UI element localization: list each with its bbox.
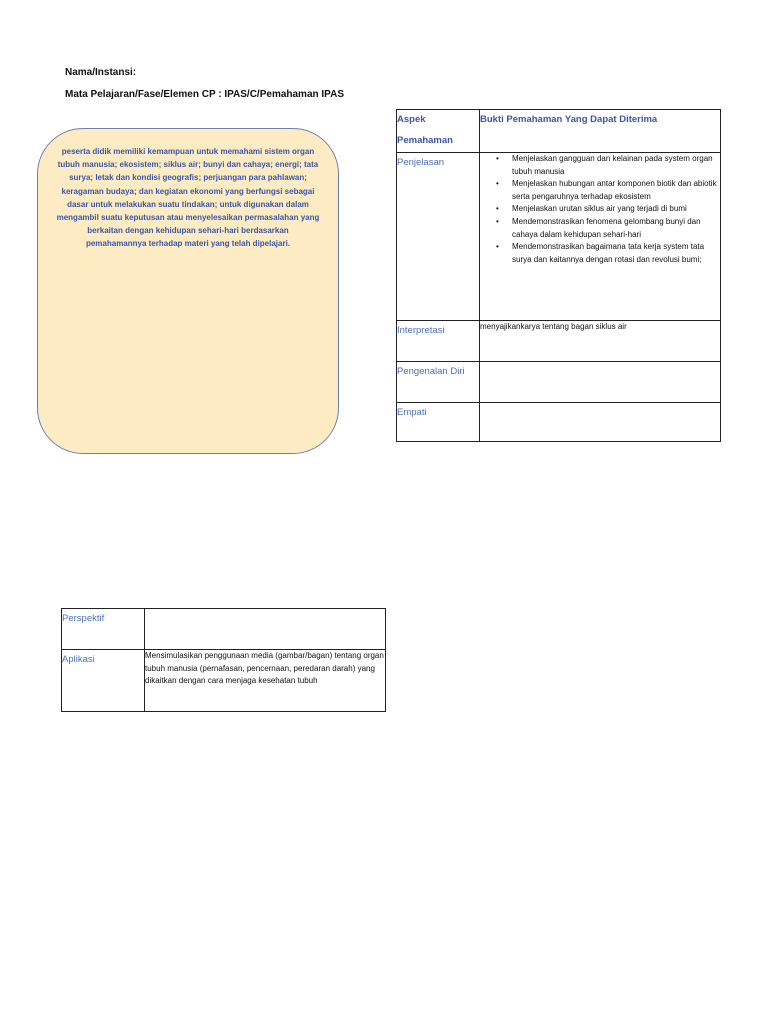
aspek-pemahaman-table [396,109,721,442]
list-item: • Mendemonstrasikan fenomena gelombang bunyi dan cahaya dalam kehidupan sehari-hari [496,216,701,239]
pengenalan-diri-content [480,362,721,403]
nama-instansi-label: Nama/Instansi: [65,67,137,78]
bullet-icon: • [496,154,499,163]
table-row [397,321,721,362]
aspek-header-line1: Aspek [397,114,426,125]
bullet-icon: • [496,179,499,189]
bukti-pemahaman-header: Bukti Pemahaman Yang Dapat Diterima [480,110,721,153]
bullet-icon: • [496,242,499,252]
list-item: • Menjelaskan gangguan dan kelainan pada system organ tubuh manusia [496,154,713,176]
table-row [397,362,721,403]
aspek-perspektif: Perspektif [62,609,145,650]
bullet-icon: • [496,204,499,214]
aspek-pengenalan-diri: Pengenalan Diri [397,362,480,403]
empati-content [480,403,721,442]
capaian-pembelajaran-text: peserta didik memiliki kemampuan untuk memahami sistem organ tubuh manusia; ekosistem; siklus air; bunyi dan cahaya; energi; tata surya; letak dan kondisi geografis; perjuangan para pahlawan; keragaman budaya; dan kegiatan ekonomi yang berfungsi sebagai dasar untuk melakukan suatu tindakan; untuk digunakan dalam mengambil suatu keputusan atau menyelesaikan permasalahan yang berkaitan dengan kehidupan sehari-hari berdasarkan pemahamannya terhadap materi yang telah dipelajari. [56,147,320,249]
list-item: • Menjelaskan hubungan antar komponen biotik dan abiotik serta pengaruhnya terhadap ekosistem [496,179,717,201]
interpretasi-content: menyajikankarya tentang bagan siklus air [480,321,721,362]
table-row [62,650,386,712]
penjelasan-content [480,153,721,321]
perspektif-content [145,609,386,650]
bullet-icon: • [496,216,499,226]
capaian-pembelajaran-box [37,128,339,454]
aspek-aplikasi: Aplikasi [62,650,145,712]
table-row [62,609,386,650]
penjelasan-bullet-list [480,153,720,266]
aspek-interpretasi: Interpretasi [397,321,480,362]
aspek-lanjutan-table [61,608,386,712]
aplikasi-content: Mensimulasikan penggunaan media (gambar/bagan) tentang organ tubuh manusia (pernafasan, pencernaan, peredaran darah) yang dikaitkan dengan cara menjaga kesehatan tubuh [145,650,386,712]
aspek-penjelasan: Penjelasan [397,153,480,321]
list-item: • Menjelaskan urutan siklus air yang terjadi di bumi [512,203,720,216]
aspek-empati: Empati [397,403,480,442]
list-item: • Mendemonstrasikan bagaimana tata kerja system tata surya dan kaitannya dengan rotasi dan revolusi bumi; [496,242,705,264]
mata-pelajaran-label: Mata Pelajaran/Fase/Elemen CP : IPAS/C/Pemahaman IPAS [65,89,344,100]
table-row [397,153,721,321]
aspek-pemahaman-header [397,110,480,153]
table-row [397,403,721,442]
table-header-row [397,110,721,153]
aspek-header-line2: Pemahaman [397,135,453,146]
